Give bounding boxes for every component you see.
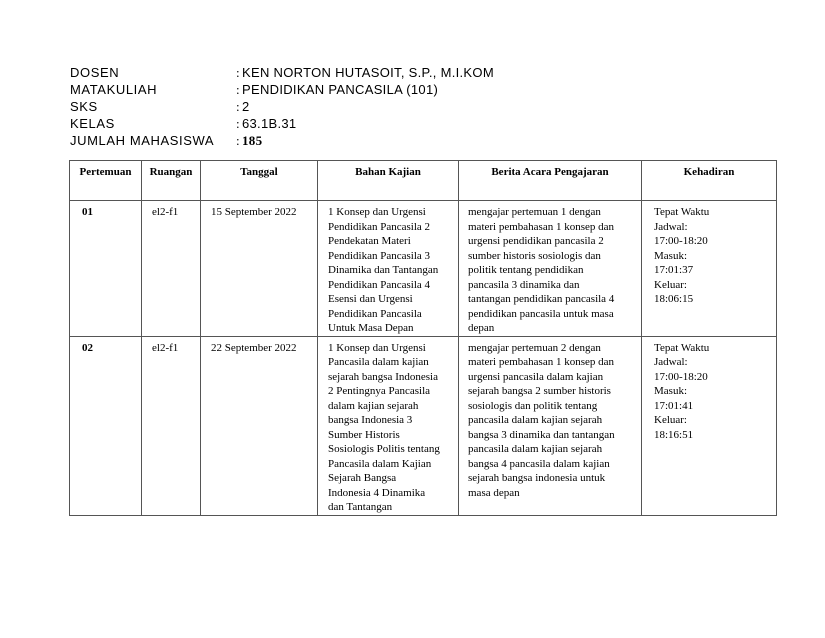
text-line: sejarah bangsa 2 sumber historis — [468, 385, 611, 397]
header-pertemuan: Pertemuan — [70, 161, 142, 201]
text-line: Tepat Waktu — [654, 341, 710, 354]
text-line: materi pembahasan 1 konsep dan — [468, 220, 615, 233]
info-colon: : — [236, 65, 240, 80]
text-line: bangsa 3 dinamika dan tantangan — [468, 428, 615, 441]
text-line: Sejarah Bangsa — [328, 472, 397, 484]
text-line: Dinamika dan Tantangan — [328, 264, 439, 276]
info-label: JUMLAH MAHASISWA — [70, 133, 215, 148]
text-line: mengajar pertemuan 1 dengan — [468, 206, 601, 218]
text-line: Esensi dan Urgensi — [328, 293, 413, 305]
course-info — [70, 64, 494, 149]
info-label: SKS — [70, 99, 98, 114]
text-line: Pendidikan Pancasila — [328, 307, 422, 320]
attendance-table — [69, 160, 777, 516]
header-tanggal: Tanggal — [201, 161, 318, 201]
info-row-sks — [70, 98, 494, 115]
text-line: 18:16:51 — [654, 428, 694, 441]
text-line: dan Tantangan — [328, 501, 393, 513]
text-line: mengajar pertemuan 2 dengan — [468, 341, 601, 354]
text-line: sosiologis dan politik tentang — [468, 399, 598, 412]
cell-bahan-kajian — [318, 201, 459, 337]
cell-tanggal: 15 September 2022 — [201, 201, 318, 337]
cell-berita-acara — [459, 201, 642, 337]
text-line: pancasila 3 dinamika dan — [468, 278, 580, 291]
text-line: dalam kajian sejarah — [328, 399, 419, 412]
text-line: sejarah bangsa Indonesia — [328, 370, 438, 383]
text-line: Pendidikan Pancasila 2 — [328, 220, 431, 233]
info-colon: : — [236, 99, 240, 114]
cell-ruangan: el2-f1 — [142, 336, 201, 515]
text-line: Jadwal: — [654, 356, 688, 368]
text-line: bangsa Indonesia 3 — [328, 414, 413, 426]
info-value: PENDIDIKAN PANCASILA (101) — [242, 82, 439, 97]
info-row-kelas — [70, 115, 494, 132]
text-line: sejarah bangsa indonesia untuk — [468, 472, 606, 484]
table-row — [70, 336, 777, 515]
text-line: urgensi pancasila dalam kajian — [468, 370, 604, 383]
text-line: Sosiologis Politis tentang — [328, 443, 440, 455]
info-label: KELAS — [70, 116, 115, 131]
text-line: politik tentang pendidikan — [468, 264, 584, 276]
text-line: bangsa 4 pancasila dalam kajian — [468, 457, 610, 470]
text-line: Indonesia 4 Dinamika — [328, 486, 426, 499]
table-header-row — [70, 161, 777, 201]
cell-tanggal: 22 September 2022 — [201, 336, 318, 515]
text-line: 17:00-18:20 — [654, 235, 708, 247]
text-line: pancasila dalam kajian sejarah — [468, 414, 603, 426]
text-line: Pendidikan Pancasila 3 — [328, 249, 431, 262]
text-line: Keluar: — [654, 278, 687, 291]
info-value: KEN NORTON HUTASOIT, S.P., M.I.KOM — [242, 65, 494, 80]
text-line: 17:01:41 — [654, 399, 694, 412]
info-value: 2 — [242, 99, 250, 114]
text-line: 18:06:15 — [654, 293, 694, 305]
header-ruangan: Ruangan — [142, 161, 201, 201]
cell-pertemuan: 02 — [70, 336, 142, 515]
text-line: tantangan pendidikan pancasila 4 — [468, 293, 615, 305]
text-line: masa depan — [468, 486, 520, 499]
text-line: 1 Konsep dan Urgensi — [328, 206, 426, 218]
info-colon: : — [236, 116, 240, 131]
text-line: urgensi pendidikan pancasila 2 — [468, 235, 604, 247]
cell-bahan-kajian — [318, 336, 459, 515]
text-line: depan — [468, 322, 495, 334]
text-line: 17:01:37 — [654, 264, 694, 276]
text-line: Pancasila dalam kajian — [328, 356, 429, 368]
info-value: 185 — [242, 133, 263, 148]
text-line: Pendidikan Pancasila 4 — [328, 278, 431, 291]
info-label: DOSEN — [70, 65, 120, 80]
cell-kehadiran — [642, 336, 777, 515]
cell-pertemuan: 01 — [70, 201, 142, 337]
text-line: Untuk Masa Depan — [328, 322, 414, 334]
text-line: 1 Konsep dan Urgensi — [328, 341, 426, 354]
info-value: 63.1B.31 — [242, 116, 297, 131]
text-line: sumber historis sosiologis dan — [468, 249, 601, 262]
text-line: materi pembahasan 1 konsep dan — [468, 356, 615, 368]
text-line: Masuk: — [654, 385, 687, 397]
text-line: pendidikan pancasila untuk masa — [468, 307, 614, 320]
text-line: 2 Pentingnya Pancasila — [328, 385, 431, 397]
text-line: Tepat Waktu — [654, 206, 710, 218]
text-line: Sumber Historis — [328, 428, 400, 441]
text-line: Jadwal: — [654, 220, 688, 233]
header-bahan-kajian: Bahan Kajian — [318, 161, 459, 201]
header-berita-acara: Berita Acara Pengajaran — [459, 161, 642, 201]
cell-ruangan: el2-f1 — [142, 201, 201, 337]
info-row-dosen — [70, 64, 494, 81]
text-line: Keluar: — [654, 414, 687, 426]
cell-berita-acara — [459, 336, 642, 515]
info-row-matakuliah — [70, 81, 494, 98]
cell-kehadiran — [642, 201, 777, 337]
text-line: pancasila dalam kajian sejarah — [468, 443, 603, 455]
info-row-jumlah-mahasiswa — [70, 132, 494, 149]
header-kehadiran: Kehadiran — [642, 161, 777, 201]
info-colon: : — [236, 133, 240, 148]
text-line: Pendekatan Materi — [328, 235, 411, 247]
text-line: Pancasila dalam Kajian — [328, 457, 432, 470]
info-label: MATAKULIAH — [70, 82, 158, 97]
table-row — [70, 201, 777, 337]
info-colon: : — [236, 82, 240, 97]
text-line: 17:00-18:20 — [654, 370, 708, 383]
text-line: Masuk: — [654, 249, 687, 262]
